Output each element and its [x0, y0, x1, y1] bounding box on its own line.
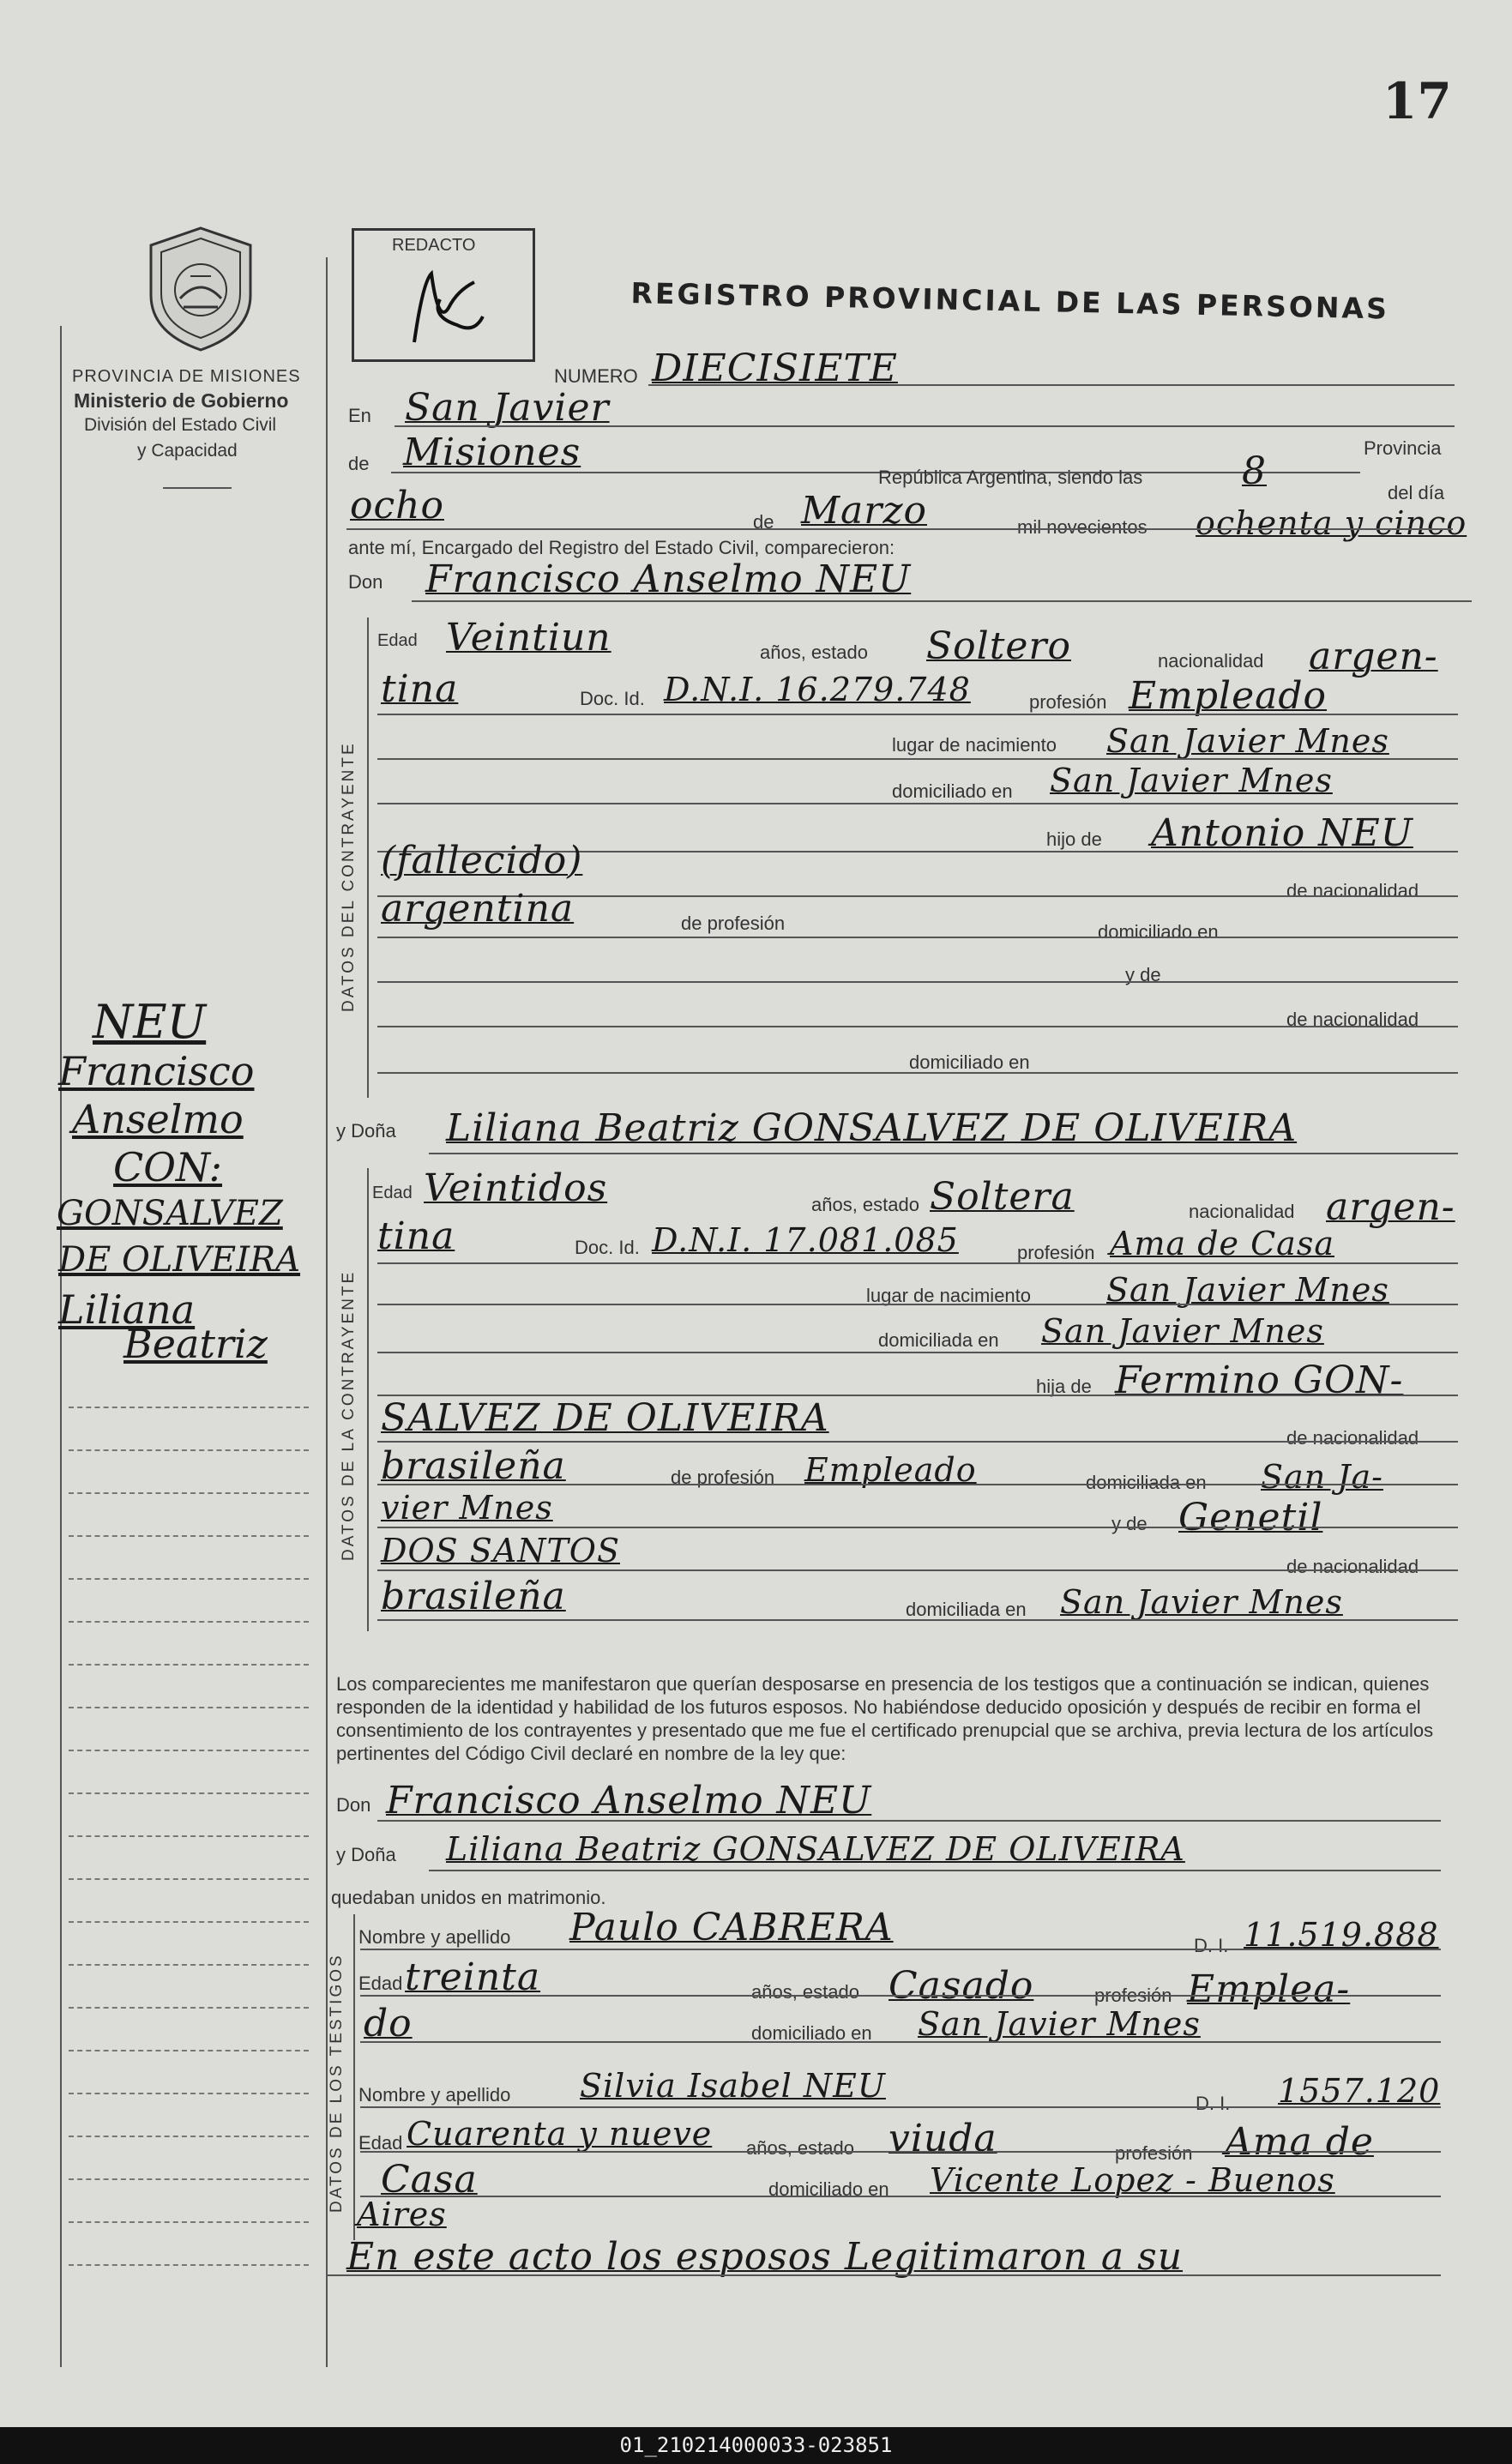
- contrayente-f-padre-2: SALVEZ DE OLIVEIRA: [381, 1396, 829, 1440]
- domiciliada-label-2: domiciliada en: [1086, 1472, 1207, 1493]
- contrayente-nacionalidad-1: argen-: [1309, 635, 1438, 678]
- rule: [377, 1820, 1441, 1822]
- margin-rule: [69, 2136, 309, 2137]
- de-nacionalidad-label-2: de nacionalidad: [1286, 1009, 1419, 1030]
- lugar-nac-label: lugar de nacimiento: [892, 734, 1057, 756]
- profesion-label-f: profesión: [1017, 1242, 1095, 1263]
- rule: [377, 1026, 1458, 1027]
- y-de-label: y de: [1125, 964, 1161, 985]
- profesion-label-t2: profesión: [1115, 2142, 1193, 2164]
- profesion-label-t1: profesión: [1094, 1985, 1172, 2006]
- nombre-label-1: Nombre y apellido: [358, 1926, 511, 1948]
- de-nacionalidad-label-f: de nacionalidad: [1286, 1427, 1419, 1449]
- margin-rule: [69, 1921, 309, 1923]
- de-profesion-label-f: de profesión: [671, 1467, 775, 1488]
- hora-value: 8: [1242, 449, 1267, 493]
- de-label: de: [348, 453, 370, 474]
- testigo-2-domicilio-2: Aires: [357, 2196, 447, 2233]
- mes-prefix: de: [753, 511, 774, 533]
- initials-signature-icon: [397, 256, 500, 351]
- page-number: 17: [1382, 72, 1452, 130]
- union-dona: Liliana Beatriz GONSALVEZ DE OLIVEIRA: [446, 1830, 1185, 1868]
- rule: [377, 1072, 1458, 1074]
- rule: [377, 1569, 1458, 1571]
- contrayente-f-padre-domicilio-1: San Ja-: [1261, 1458, 1383, 1496]
- edad-label-t1: Edad: [358, 1973, 403, 1994]
- contrayente-profesion: Empleado: [1129, 674, 1328, 718]
- margin-rule: [69, 2264, 309, 2266]
- quedaban-label: quedaban unidos en matrimonio.: [331, 1887, 606, 1908]
- testigo-2-profesion-2: Casa: [381, 2158, 478, 2202]
- domiciliado-label-t1: domiciliado en: [751, 2022, 872, 2044]
- testigo-2-estado: viuda: [889, 2117, 997, 2160]
- di-label-1: D. I.: [1194, 1935, 1229, 1956]
- anos-estado-label-t1: años, estado: [751, 1981, 859, 2003]
- profesion-label: profesión: [1029, 691, 1107, 713]
- mil-label: mil novecientos: [1017, 516, 1148, 538]
- anos-estado-label-t2: años, estado: [746, 2137, 854, 2159]
- testigo-1-nombre: Paulo CABRERA: [569, 1906, 894, 1949]
- provincia-label: Provincia: [1364, 437, 1442, 459]
- testigo-2-di: 1557.120: [1278, 2072, 1441, 2110]
- contrayente-f-nombre: Liliana Beatriz GONSALVEZ DE OLIVEIRA: [446, 1106, 1298, 1150]
- rule: [391, 472, 1360, 473]
- rule: [395, 425, 1455, 427]
- rule: [377, 1527, 1458, 1528]
- section-border: [353, 1914, 355, 2240]
- rule: [360, 1995, 1441, 1997]
- margin-rule: [69, 1835, 309, 1837]
- section-border: [367, 618, 369, 1098]
- contrayente-lugar-nac: San Javier Mnes: [1106, 722, 1389, 760]
- rule: [360, 2106, 1441, 2108]
- margin-rule: [69, 1964, 309, 1966]
- contrayente-f-domicilio: San Javier Mnes: [1041, 1312, 1324, 1350]
- en-label: En: [348, 405, 371, 426]
- margin-rule: [69, 1792, 309, 1794]
- domiciliado-label-t2: domiciliado en: [768, 2178, 889, 2200]
- org-line-2: Ministerio de Gobierno: [74, 389, 289, 412]
- rule: [360, 1949, 1441, 1950]
- provincial-seal-icon: [146, 225, 256, 353]
- contrayente-estado: Soltero: [926, 624, 1071, 668]
- rule: [326, 2274, 1441, 2276]
- margin-line-2: Francisco: [58, 1048, 255, 1094]
- don-label-2: Don: [336, 1794, 371, 1816]
- margin-rule: [69, 1492, 309, 1494]
- hijo-de-label: hijo de: [1046, 828, 1102, 850]
- margin-line-5: GONSALVEZ: [57, 1194, 283, 1233]
- margin-line-3: Anselmo: [72, 1096, 244, 1142]
- margin-rule: [69, 1878, 309, 1880]
- margin-surname: NEU: [93, 995, 207, 1049]
- margin-line-6: DE OLIVEIRA: [58, 1240, 301, 1280]
- di-label-2: D. I.: [1196, 2093, 1231, 2114]
- rule: [377, 1441, 1458, 1443]
- don-label: Don: [348, 571, 383, 593]
- lugar-value: San Javier: [405, 386, 610, 430]
- de-nacionalidad-label: de nacionalidad: [1286, 880, 1419, 901]
- nacionalidad-label-f: nacionalidad: [1189, 1201, 1295, 1222]
- testigo-1-profesion-1: Emplea-: [1187, 1967, 1351, 2011]
- doc-label: Doc. Id.: [580, 688, 645, 709]
- margin-rule: [69, 1664, 309, 1666]
- contrayente-f-profesion: Ama de Casa: [1110, 1225, 1334, 1262]
- contrayente-f-madre-domicilio: San Javier Mnes: [1060, 1583, 1343, 1621]
- section-label-contrayente-f: DATOS DE LA CONTRAYENTE: [340, 1269, 358, 1561]
- rule: [377, 1304, 1458, 1305]
- margin-rule: [69, 2007, 309, 2009]
- rule: [377, 1352, 1458, 1353]
- domiciliada-label-3: domiciliada en: [906, 1599, 1027, 1620]
- declaration-paragraph: Los comparecientes me manifestaron que querían desposarse en presencia de los testigos que a continuación se indican, quienes responden de la identidad y habilidad de los futuros esposos. No habiéndose deducido oposición y después de recibir en forma el consentimiento de los contrayentes y presentado que me fue el certificado prenupcial que se archiva, previa lectura de los artículos pertinentes del Código Civil declaré en nombre de la ley que:: [336, 1673, 1434, 1764]
- contrayente-padre-nacionalidad: argentina: [381, 887, 575, 931]
- contrayente-nombre: Francisco Anselmo NEU: [425, 557, 912, 601]
- org-line-4: y Capacidad: [137, 441, 238, 461]
- rule: [360, 2151, 1441, 2153]
- contrayente-f-padre-domicilio-2: vier Mnes: [381, 1489, 553, 1527]
- margin-rule: [69, 2050, 309, 2051]
- contrayente-f-nacionalidad-2: tina: [377, 1214, 455, 1258]
- anio-value: ochenta y cinco: [1196, 504, 1467, 542]
- edad-label-f: Edad: [372, 1184, 413, 1202]
- margin-rule: [69, 2178, 309, 2180]
- contrayente-nacionalidad-2: tina: [381, 667, 459, 711]
- contrayente-f-madre-1: Genetil: [1178, 1496, 1323, 1539]
- nombre-label-2: Nombre y apellido: [358, 2084, 511, 2106]
- contrayente-edad: Veintiun: [446, 616, 611, 660]
- testigo-2-profesion-1: Ama de: [1225, 2120, 1374, 2164]
- testigo-2-domicilio-1: Vicente Lopez - Buenos: [930, 2161, 1335, 2199]
- rule: [377, 758, 1458, 760]
- rule: [377, 1619, 1458, 1621]
- rule: [648, 384, 1455, 386]
- provincia-value: Misiones: [403, 431, 581, 474]
- contrayente-padre-nota: (fallecido): [381, 839, 583, 883]
- testigo-1-profesion-2: do: [364, 2002, 413, 2045]
- contrayente-f-madre-2: DOS SANTOS: [381, 1532, 620, 1569]
- y-dona-label: y Doña: [336, 1120, 396, 1142]
- section-label-contrayente: DATOS DEL CONTRAYENTE: [340, 741, 358, 1012]
- redacto-label: REDACTO: [392, 236, 476, 255]
- de-nacionalidad-label-f2: de nacionalidad: [1286, 1556, 1419, 1577]
- edad-label-t2: Edad: [358, 2132, 403, 2154]
- rule: [377, 1484, 1458, 1485]
- del-dia-label: del día: [1388, 482, 1445, 503]
- testigo-2-edad: Cuarenta y nueve: [407, 2115, 713, 2153]
- ante-label: ante mí, Encargado del Registro del Estado Civil, comparecieron:: [348, 537, 895, 558]
- closing-line: En este acto los esposos Legitimaron a su: [346, 2235, 1184, 2279]
- org-line-1: PROVINCIA DE MISIONES: [72, 367, 301, 386]
- redacto-box: [352, 228, 535, 362]
- rule: [346, 528, 1453, 530]
- contrayente-f-madre-nacionalidad: brasileña: [381, 1575, 566, 1618]
- margin-rule: [69, 1407, 309, 1408]
- rule: [412, 600, 1472, 602]
- domiciliada-label: domiciliada en: [878, 1329, 999, 1351]
- rule: [360, 2196, 1441, 2197]
- anos-estado-label-f: años, estado: [811, 1194, 919, 1215]
- rule: [377, 1262, 1458, 1264]
- contrayente-f-estado: Soltera: [930, 1175, 1075, 1219]
- domiciliado-label-2: domiciliado en: [1098, 921, 1219, 943]
- y-de-label-f: y de: [1111, 1513, 1148, 1534]
- rule: [377, 981, 1458, 983]
- contrayente-domicilio: San Javier Mnes: [1050, 762, 1333, 799]
- contrayente-f-nacionalidad-1: argen-: [1326, 1185, 1455, 1229]
- rule: [377, 714, 1458, 715]
- doc-label-f: Doc. Id.: [575, 1237, 640, 1258]
- margin-line-4: CON:: [113, 1144, 223, 1190]
- margin-rule: [69, 2093, 309, 2094]
- contrayente-f-padre-nacionalidad: brasileña: [381, 1444, 566, 1488]
- numero-value: DIECISIETE: [652, 346, 898, 390]
- contrayente-f-doc: D.N.I. 17.081.085: [652, 1221, 959, 1259]
- margin-rule: [69, 1750, 309, 1751]
- margin-rule: [69, 1449, 309, 1451]
- contrayente-f-padre-1: Fermino GON-: [1115, 1359, 1404, 1402]
- domiciliado-label: domiciliado en: [892, 780, 1013, 802]
- rule: [377, 937, 1458, 938]
- margin-rule: [69, 1578, 309, 1580]
- margin-line-7: Liliana: [58, 1286, 196, 1333]
- image-id-footer: 01_210214000033-023851: [0, 2427, 1512, 2464]
- rule: [360, 2041, 1441, 2043]
- edad-label: Edad: [377, 631, 418, 650]
- margin-rule: [69, 1621, 309, 1623]
- margin-rule: [69, 2221, 309, 2223]
- contrayente-f-padre-profesion: Empleado: [804, 1451, 977, 1489]
- contrayente-doc: D.N.I. 16.279.748: [664, 671, 971, 708]
- mes-value: Marzo: [801, 489, 927, 533]
- rule: [429, 1153, 1458, 1154]
- lugar-nac-label-f: lugar de nacimiento: [866, 1285, 1032, 1306]
- margin-rule: [69, 1535, 309, 1537]
- contrayente-f-lugar-nac: San Javier Mnes: [1106, 1271, 1389, 1309]
- rule: [377, 803, 1458, 804]
- rule: [429, 1870, 1441, 1871]
- de-profesion-label: de profesión: [681, 913, 786, 934]
- contrayente-f-edad: Veintidos: [424, 1166, 608, 1210]
- numero-label: NUMERO: [554, 365, 638, 387]
- document-title: REGISTRO PROVINCIAL DE LAS PERSONAS: [630, 276, 1390, 326]
- nacionalidad-label: nacionalidad: [1158, 650, 1264, 672]
- republica-label: República Argentina, siendo las: [878, 467, 1143, 488]
- section-label-testigos: DATOS DE LOS TESTIGOS: [328, 1953, 346, 2213]
- section-border: [367, 1168, 369, 1631]
- org-line-3: División del Estado Civil: [84, 415, 277, 435]
- margin-border: [60, 326, 62, 2367]
- dia-value: ocho: [350, 484, 444, 527]
- domiciliado-label-3: domiciliado en: [909, 1051, 1030, 1073]
- margin-line-8: Beatriz: [123, 1321, 268, 1367]
- contrayente-padre: Antonio NEU: [1151, 811, 1413, 855]
- testigo-1-di: 11.519.888: [1244, 1916, 1439, 1954]
- testigo-2-nombre: Silvia Isabel NEU: [580, 2067, 886, 2105]
- testigo-1-edad: treinta: [405, 1955, 541, 1999]
- union-don: Francisco Anselmo NEU: [386, 1779, 872, 1822]
- hija-de-label: hija de: [1036, 1376, 1092, 1397]
- testigo-1-domicilio: San Javier Mnes: [918, 2005, 1201, 2043]
- testigo-1-estado: Casado: [889, 1964, 1034, 2008]
- y-dona-label-2: y Doña: [336, 1844, 396, 1865]
- margin-rule: [69, 1707, 309, 1708]
- anos-estado-label: años, estado: [760, 642, 868, 663]
- org-divider: [163, 487, 232, 489]
